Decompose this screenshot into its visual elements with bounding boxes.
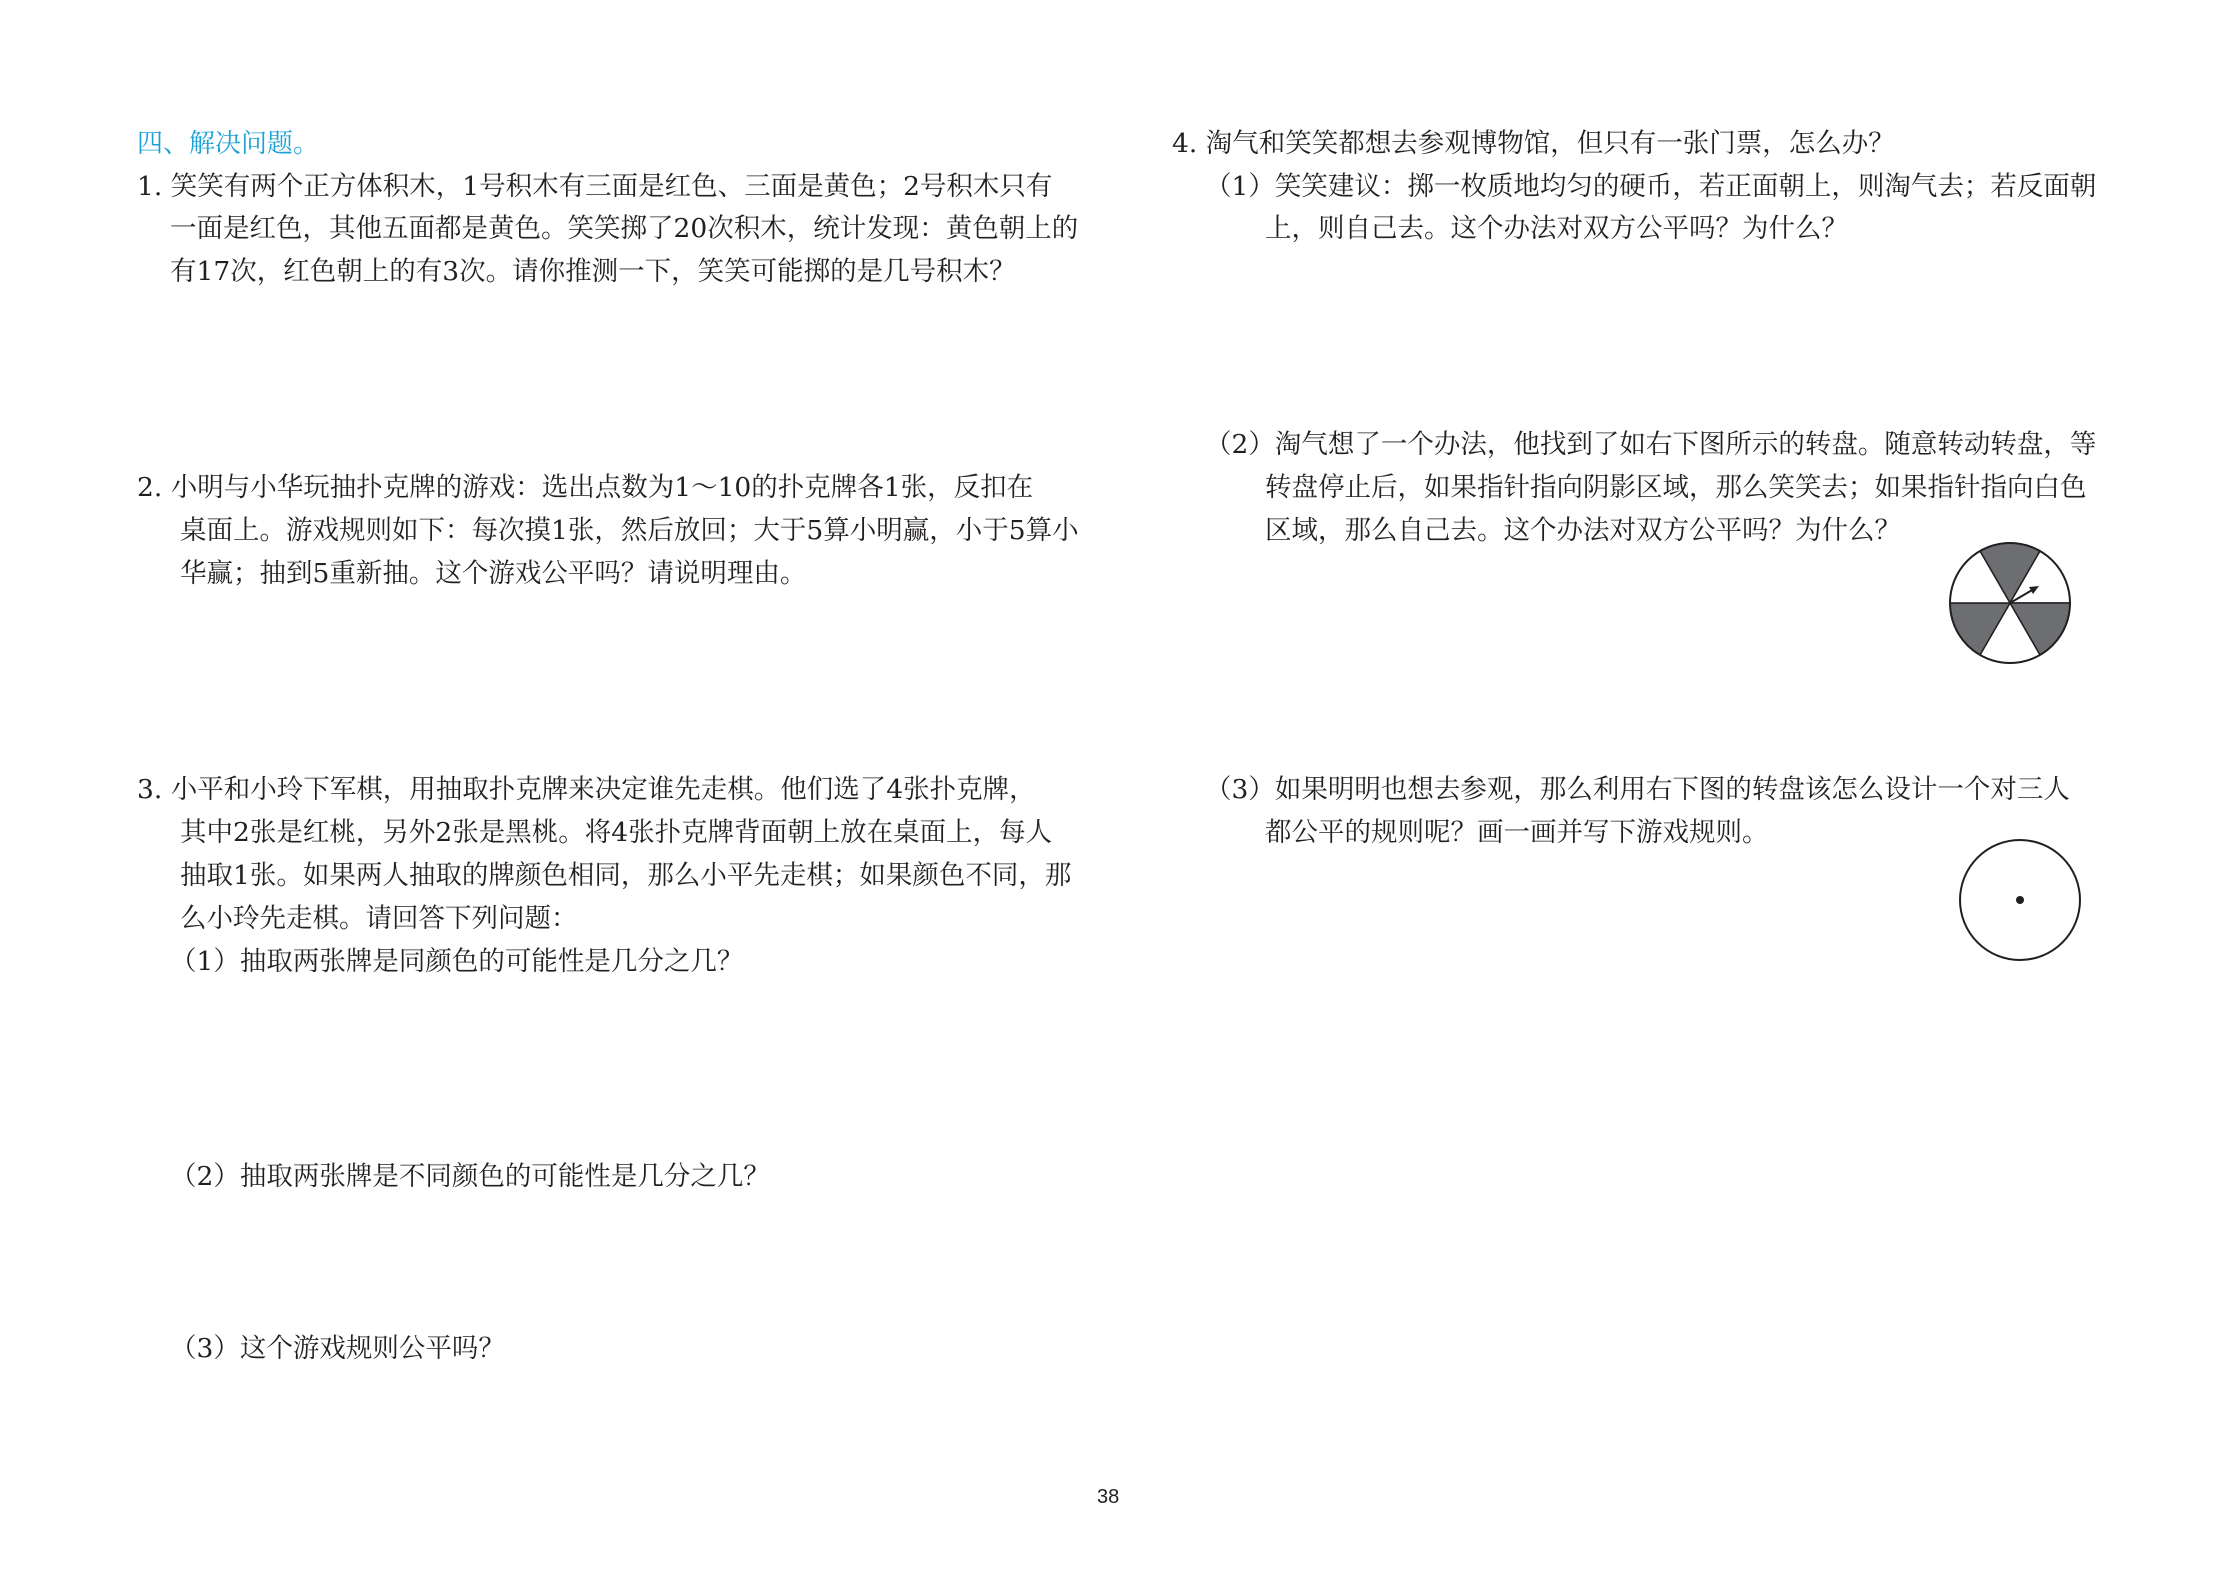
q4-part3-line-1: （3）如果明明也想去参观，那么利用右下图的转盘该怎么设计一个对三人	[1205, 774, 2070, 805]
q2-line-1: 2. 小明与小华玩抽扑克牌的游戏：选出点数为1～10的扑克牌各1张，反扣在	[137, 472, 1034, 503]
q2-line-2: 桌面上。游戏规则如下：每次摸1张，然后放回；大于5算小明赢，小于5算小	[180, 515, 1079, 546]
q3-line-4: 么小玲先走棋。请回答下列问题：	[180, 903, 578, 934]
page-number: 38	[1097, 1486, 1120, 1508]
blank-circle-figure	[1955, 835, 2085, 965]
q1-line-2: 一面是红色，其他五面都是黄色。笑笑掷了20次积木，统计发现：黄色朝上的	[170, 213, 1079, 244]
q1-line-1: 1. 笑笑有两个正方体积木，1号积木有三面是红色、三面是黄色；2号积木只有	[137, 171, 1053, 202]
center-dot	[2016, 896, 2024, 904]
spinner-figure	[1935, 528, 2085, 678]
q3-sub3: （3）这个游戏规则公平吗？	[170, 1333, 505, 1364]
q4-part2-line-3: 区域，那么自己去。这个办法对双方公平吗？为什么？	[1265, 515, 1901, 546]
q2-line-3: 华赢；抽到5重新抽。这个游戏公平吗？请说明理由。	[180, 558, 807, 589]
q3-sub2: （2）抽取两张牌是不同颜色的可能性是几分之几？	[170, 1161, 770, 1192]
q3-line-3: 抽取1张。如果两人抽取的牌颜色相同，那么小平先走棋；如果颜色不同，那	[180, 860, 1072, 891]
q3-sub1: （1）抽取两张牌是同颜色的可能性是几分之几？	[170, 946, 744, 977]
q4-part2-line-2: 转盘停止后，如果指针指向阴影区域，那么笑笑去；如果指针指向白色	[1265, 472, 2087, 503]
section-title: 四、解决问题。	[137, 129, 320, 159]
q4-part2-line-1: （2）淘气想了一个办法，他找到了如右下图所示的转盘。随意转动转盘，等	[1205, 429, 2097, 460]
q4-part3-line-2: 都公平的规则呢？画一画并写下游戏规则。	[1265, 817, 1769, 848]
q4-part1-line-2: 上，则自己去。这个办法对双方公平吗？为什么？	[1265, 213, 1848, 244]
q3-line-1: 3. 小平和小玲下军棋，用抽取扑克牌来决定谁先走棋。他们选了4张扑克牌，	[137, 774, 1036, 805]
q4-part1-line-1: （1）笑笑建议：掷一枚质地均匀的硬币，若正面朝上，则淘气去；若反面朝	[1205, 171, 2097, 202]
q3-line-2: 其中2张是红桃，另外2张是黑桃。将4张扑克牌背面朝上放在桌面上，每人	[180, 817, 1053, 848]
q4-intro: 4. 淘气和笑笑都想去参观博物馆，但只有一张门票，怎么办？	[1172, 128, 1895, 159]
q1-line-3: 有17次，红色朝上的有3次。请你推测一下，笑笑可能掷的是几号积木？	[170, 256, 1016, 287]
